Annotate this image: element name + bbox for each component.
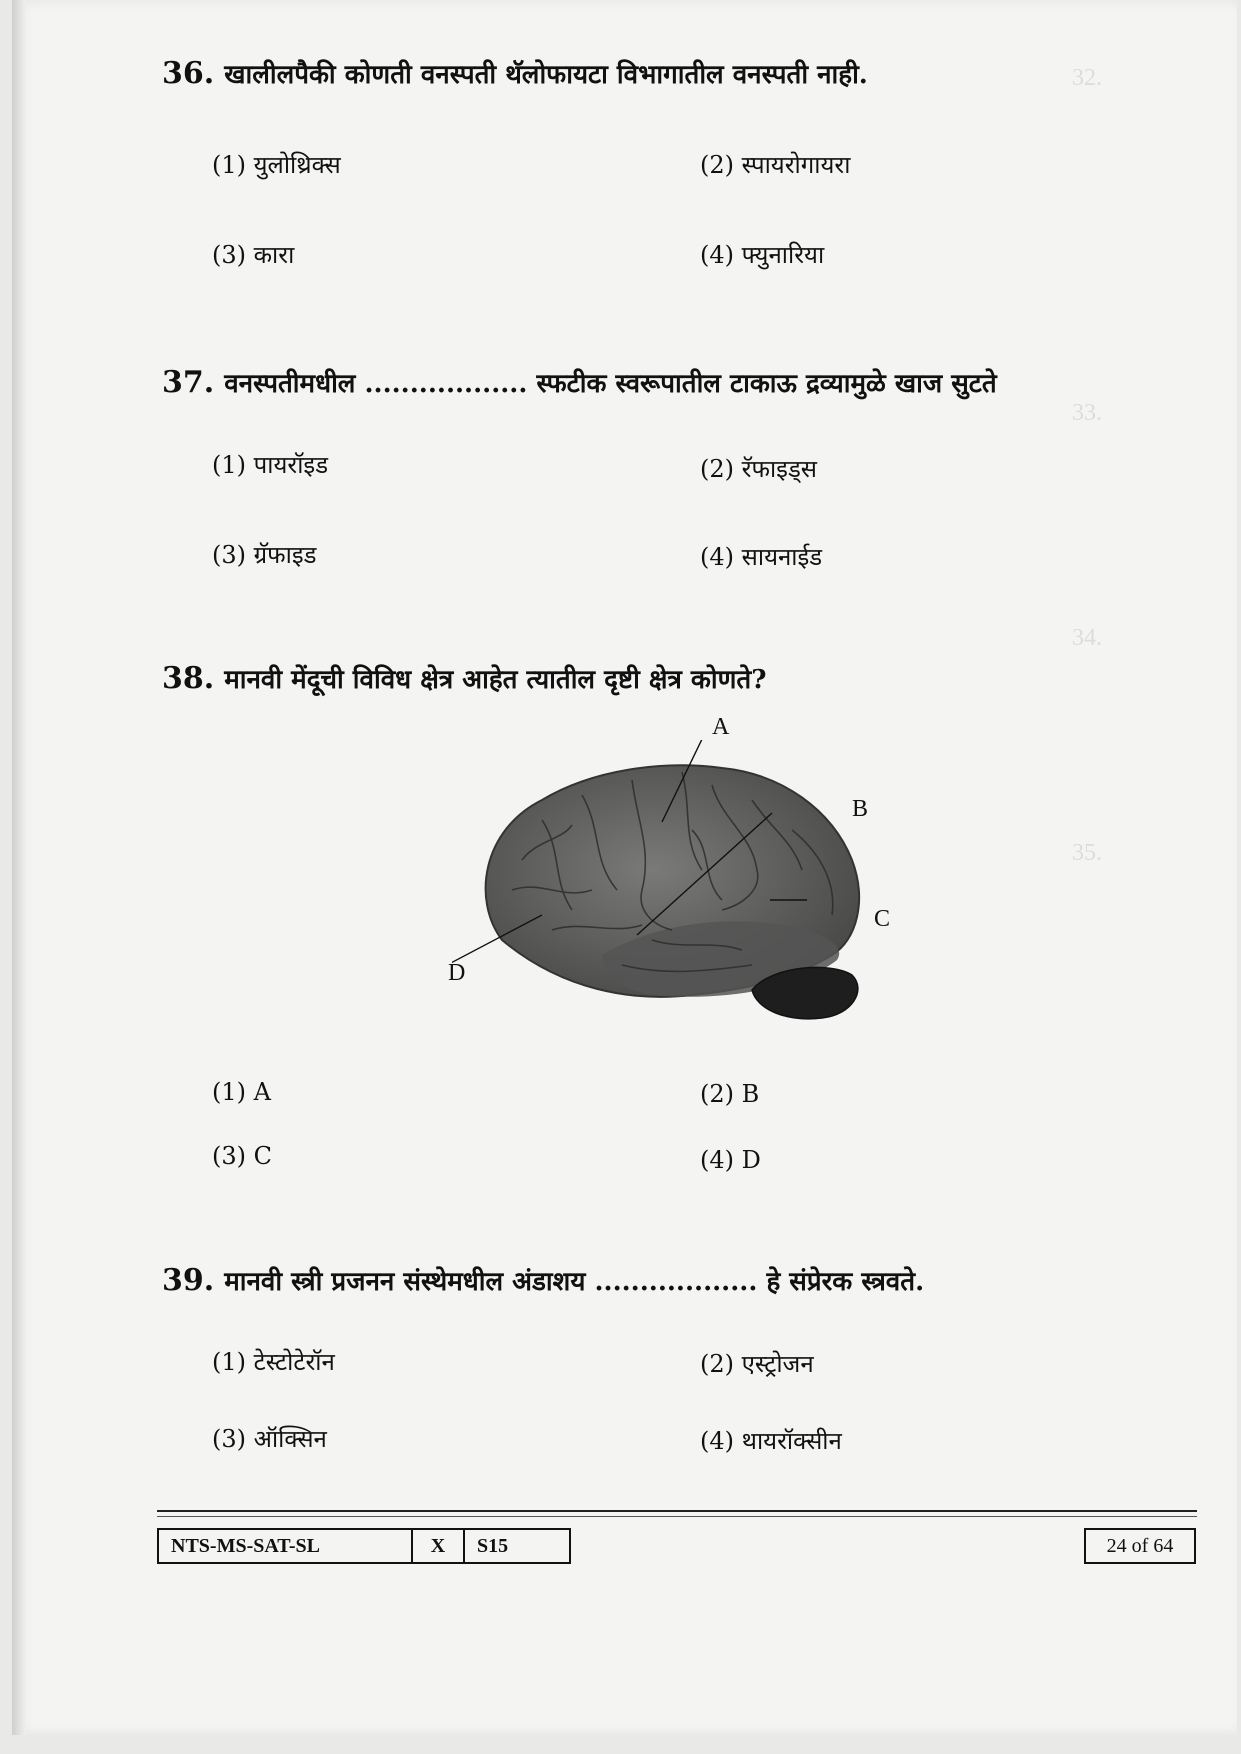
diagram-label-A: A — [712, 714, 730, 740]
footer-rule — [157, 1510, 1197, 1512]
series-code: S15 — [477, 1535, 509, 1557]
question-36 — [162, 55, 868, 91]
question-text: खालीलपैकी कोणती वनस्पती थॅलोफायटा विभागातील वनस्पती नाही. — [224, 60, 868, 90]
option: (3) ग्रॅफाइड — [212, 541, 317, 569]
option: (1) टेस्टोटेरॉन — [212, 1348, 335, 1376]
option: (2) स्पायरोगायरा — [700, 151, 851, 179]
option: (2) एस्ट्रोजन — [700, 1350, 814, 1378]
paper-code: NTS-MS-SAT-SL — [159, 1530, 413, 1562]
question-text: वनस्पतीमधील .................. स्फटीक स्वरूपातील टाकाऊ द्रव्यामुळे खाज सुटते — [224, 369, 997, 399]
option: (1) पायरॉइड — [212, 451, 329, 479]
question-number: 39. — [162, 1263, 215, 1298]
page-number: 24 of 64 — [1084, 1528, 1196, 1564]
brain-diagram — [452, 740, 912, 1030]
exam-page — [12, 0, 1237, 1735]
option: (2) रॅफाइड्स — [700, 455, 818, 483]
option: (1) A — [212, 1078, 271, 1106]
option: (4) फ्युनारिया — [700, 241, 825, 269]
class-code: X — [413, 1530, 465, 1562]
bleed-through-text: 34. — [1072, 625, 1102, 651]
option: (1) युलोथ्रिक्स — [212, 151, 341, 179]
option: (3) ऑक्सिन — [212, 1425, 327, 1453]
question-number: 36. — [162, 56, 215, 91]
page-edge-shadow — [12, 0, 26, 1735]
bleed-through-text: 32. — [1072, 65, 1102, 91]
brain-illustration — [452, 740, 912, 1030]
option: (4) D — [700, 1146, 761, 1174]
diagram-label-D: D — [448, 960, 466, 986]
diagram-label-B: B — [852, 796, 869, 822]
question-number: 37. — [162, 365, 215, 400]
question-number: 38. — [162, 661, 215, 696]
bleed-through-text: 33. — [1072, 400, 1102, 426]
option: (2) B — [700, 1080, 760, 1108]
option: (3) C — [212, 1142, 272, 1170]
paper-code-box — [157, 1528, 571, 1564]
question-text: मानवी मेंदूची विविध क्षेत्र आहेत त्यातील दृष्टी क्षेत्र कोणते? — [224, 665, 767, 695]
footer-rule — [157, 1516, 1197, 1517]
question-38 — [162, 660, 767, 696]
bleed-through-text: 35. — [1072, 840, 1102, 866]
option: (3) कारा — [212, 241, 295, 269]
question-39 — [162, 1262, 924, 1298]
question-37 — [162, 364, 997, 400]
option: (4) सायनाईड — [700, 543, 823, 571]
diagram-label-C: C — [874, 906, 891, 932]
question-text: मानवी स्त्री प्रजनन संस्थेमधील अंडाशय .................. हे संप्रेरक स्त्रवते. — [224, 1267, 925, 1297]
option: (4) थायरॉक्सीन — [700, 1427, 842, 1455]
